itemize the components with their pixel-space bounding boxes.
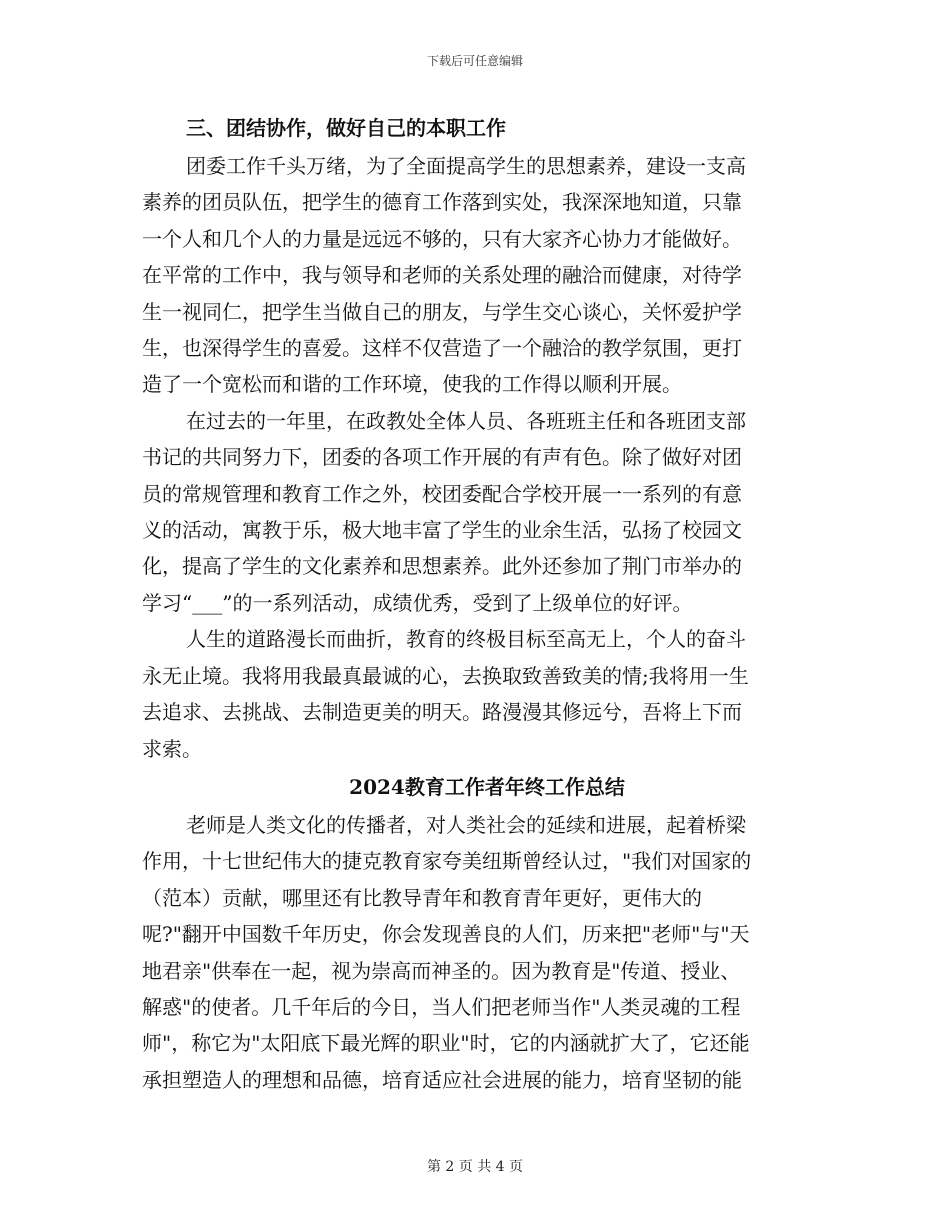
text-line: （范本）贡献，哪里还有比教导青年和教育青年更好，更伟大的 <box>142 885 702 910</box>
text-line: 员的常规管理和教育工作之外，校团委配合学校开展一一系列的有意 <box>142 481 742 506</box>
text-line: 地君亲"供奉在一起，视为崇高而神圣的。因为教育是"传道、授业、 <box>142 958 741 983</box>
header-note: 下载后可任意编辑 <box>426 54 523 68</box>
page-number: 第 2 页 共 4 页 <box>426 1159 524 1175</box>
section-heading: 三、团结协作，做好自己的本职工作 <box>186 116 506 140</box>
text-line: 在平常的工作中，我与领导和老师的关系处理的融洽而健康，对待学 <box>142 263 742 288</box>
text-line: 人生的道路漫长而曲折，教育的终极目标至高无上，个人的奋斗 <box>186 627 746 652</box>
text-line: 化，提高了学生的文化素养和思想素养。此外还参加了荆门市举办的 <box>142 554 742 579</box>
text-line: 在过去的一年里，在政教处全体人员、各班班主任和各班团支部 <box>186 408 746 433</box>
text-line: 承担塑造人的理想和品德，培育适应社会进展的能力，培育坚韧的能 <box>142 1067 742 1092</box>
text-line: 素养的团员队伍，把学生的德育工作落到实处，我深深地知道，只靠 <box>142 190 742 215</box>
paragraph-teamwork <box>142 148 802 403</box>
text-line: 义的活动，寓教于乐，极大地丰富了学生的业余生活，弘扬了校园文 <box>142 518 742 543</box>
paragraph-past-year <box>142 403 802 621</box>
text-line: 求索。 <box>142 736 202 761</box>
text-line: 呢?"翻开中国数千年历史，你会发现善良的人们，历来把"老师"与"天 <box>142 922 750 947</box>
text-line: 去追求、去挑战、去制造更美的明天。路漫漫其修远兮，吾将上下而 <box>142 700 742 725</box>
text-line: 书记的共同努力下，团委的各项工作开展的有声有色。除了做好对团 <box>142 445 742 470</box>
text-line: 生一视同仁，把学生当做自己的朋友，与学生交心谈心，关怀爱护学 <box>142 299 742 324</box>
text-line: 解惑"的使者。几千年后的今日，当人们把老师当作"人类灵魂的工程 <box>142 994 741 1019</box>
paragraph-teacher-role <box>142 807 802 1098</box>
document-title: 2024教育工作者年终工作总结 <box>349 774 625 799</box>
page-content <box>142 108 802 1098</box>
text-line: 学习“___”的一系列活动，成绩优秀，受到了上级单位的好评。 <box>142 590 693 615</box>
text-line: 团委工作千头万绪，为了全面提高学生的思想素养，建设一支高 <box>186 154 746 178</box>
text-line: 师"，称它为"太阳底下最光辉的职业"时，它的内涵就扩大了，它还能 <box>142 1031 750 1056</box>
text-line: 生，也深得学生的喜爱。这样不仅营造了一个融洽的教学氛围，更打 <box>142 336 742 361</box>
text-line: 造了一个宽松而和谐的工作环境，使我的工作得以顺利开展。 <box>142 372 682 397</box>
text-line: 作用，十七世纪伟大的捷克教育家夸美纽斯曾经认过，"我们对国家的 <box>142 849 752 874</box>
text-line: 永无止境。我将用我最真最诚的心，去换取致善致美的情;我将用一生 <box>142 663 749 688</box>
text-line: 老师是人类文化的传播者，对人类社会的延续和进展，起着桥梁 <box>186 812 746 837</box>
paragraph-life-road <box>142 621 802 767</box>
text-line: 一个人和几个人的力量是远远不够的，只有大家齐心协力才能做好。 <box>142 226 742 251</box>
